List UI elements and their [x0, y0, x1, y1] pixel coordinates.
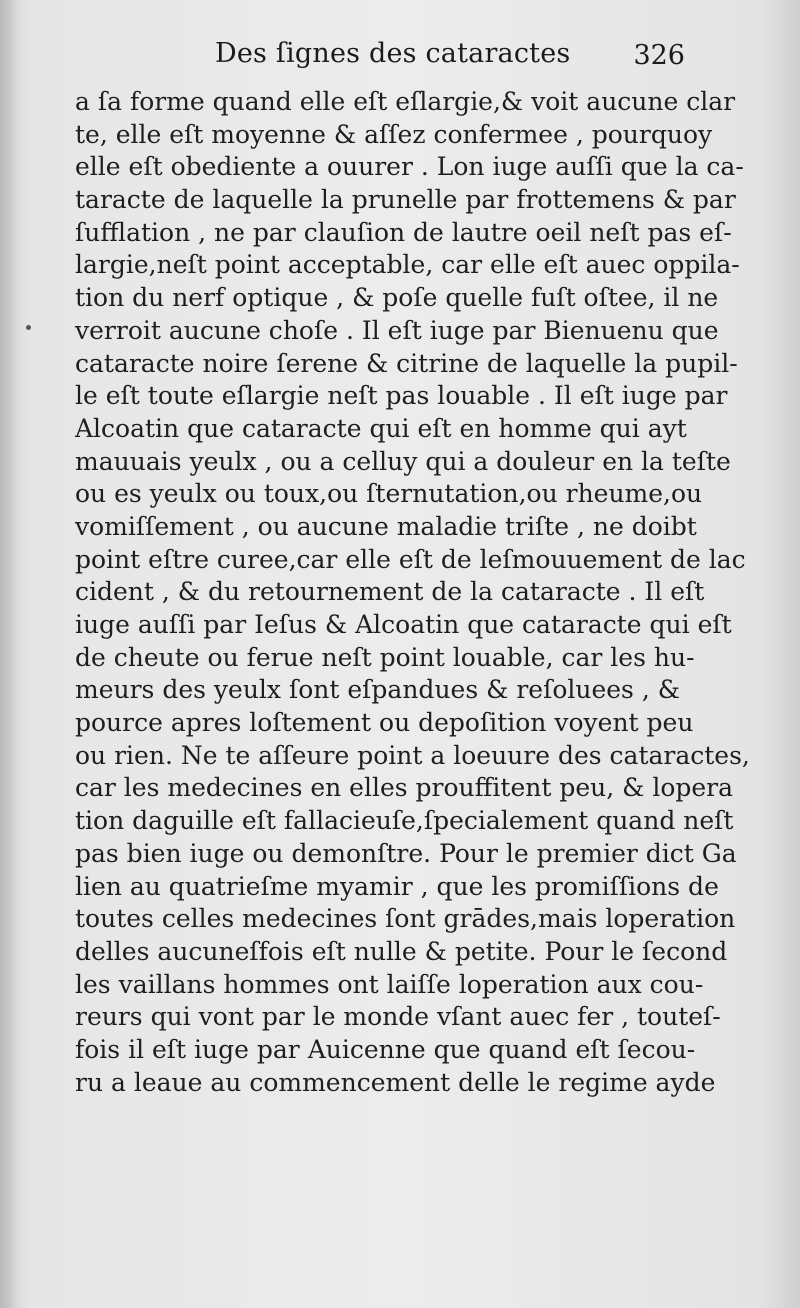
text-line: lien au quatrieſme myamir , que les promiſſions de	[75, 871, 719, 901]
text-line: delles aucuneſfois eſt nulle & petite. Pour le ſecond	[75, 936, 728, 966]
text-line: tion du nerf optique , & poſe quelle fuſt oſtee, il ne	[75, 283, 719, 313]
text-line: fois il eſt iuge par Auicenne que quand eſt ſecou-	[75, 1034, 696, 1064]
text-line: cataracte noire ſerene & citrine de laquelle la pupil-	[75, 348, 738, 378]
text-line: a ſa forme quand elle eſt eſlargie,& voit aucune clar	[75, 87, 736, 116]
running-title: Des ſignes des cataractes	[215, 38, 571, 69]
margin-mark	[26, 325, 31, 330]
text-line: cident , & du retournement de la cataracte . Il eſt	[75, 577, 705, 607]
text-line: taracte de laquelle la prunelle par frottemens & par	[75, 185, 736, 215]
page-gutter-shadow	[0, 0, 18, 1308]
text-line: elle eſt obediente a ouurer . Lon iuge auſſi que la ca-	[75, 152, 744, 182]
text-line: reurs qui vont par le monde vſant auec fer , touteſ-	[75, 1002, 721, 1032]
text-line: ou rien. Ne te aſſeure point a loeuure des cataractes,	[75, 740, 750, 770]
text-line: iuge auſſi par Ieſus & Alcoatin que cataracte qui eſt	[75, 610, 732, 639]
text-line: te, elle eſt moyenne & aſſez confermee , pourquoy	[75, 119, 713, 149]
body-text	[75, 86, 750, 1099]
text-line: car les medecines en elles prouffitent peu, & lopera	[75, 773, 734, 803]
text-line: verroit aucune choſe . Il eſt iuge par Bienuenu que	[75, 315, 719, 345]
text-line: meurs des yeulx ſont eſpandues & reſoluees , &	[75, 675, 680, 705]
text-line: toutes celles medecines ſont grādes,mais loperation	[75, 904, 736, 934]
text-line: pas bien iuge ou demonſtre. Pour le premier dict Ga	[75, 838, 737, 868]
page-number: 326	[633, 40, 685, 71]
text-line: largie,neſt point acceptable, car elle eſt auec oppila-	[75, 250, 740, 280]
running-head	[75, 38, 685, 78]
text-line: de cheute ou ferue neſt point louable, car les hu-	[75, 642, 695, 672]
text-line: ſufflation , ne par clauſion de lautre oeil neſt pas eſ-	[75, 217, 732, 247]
text-line: Alcoatin que cataracte qui eſt en homme qui ayt	[75, 413, 687, 443]
text-line: ru a leaue au commencement delle le regime ayde	[75, 1067, 716, 1097]
text-line: tion daguille eſt fallacieuſe,ſpecialement quand neſt	[75, 806, 734, 836]
text-line: vomiſſement , ou aucune maladie triſte , ne doibt	[75, 511, 697, 541]
text-line: le eſt toute eſlargie neſt pas louable . Il eſt iuge par	[75, 381, 728, 411]
text-line: point eſtre curee,car elle eſt de leſmouuement de lac	[75, 544, 746, 574]
text-line: pource apres loſtement ou depoſition voyent peu	[75, 708, 694, 738]
text-line: ou es yeulx ou toux,ou ſternutation,ou rheume,ou	[75, 479, 703, 509]
text-line: les vaillans hommes ont laiſſe loperation aux cou-	[75, 969, 704, 999]
text-line: mauuais yeulx , ou a celluy qui a douleur en la teſte	[75, 446, 731, 476]
